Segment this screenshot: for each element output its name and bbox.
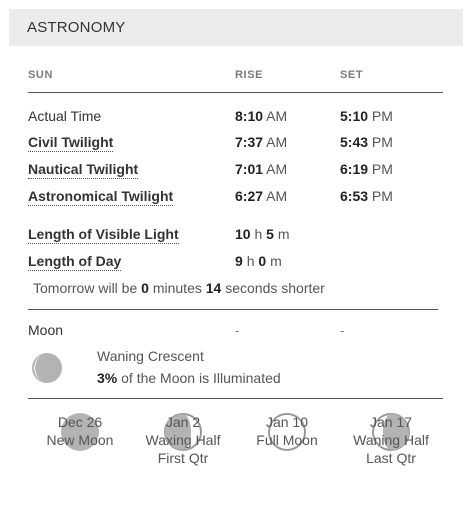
moon-set-value: - [340, 323, 345, 338]
row-label-nautical-twilight[interactable]: Nautical Twilight [28, 161, 139, 177]
moon-label: Moon [28, 322, 64, 338]
phase-name: Full Moon [256, 432, 318, 448]
phase-date: Jan 2 [165, 414, 201, 430]
actual-time-rise: 8:10 AM [235, 108, 288, 124]
astronomical-twilight-set: 6:53 PM [340, 188, 393, 204]
phase-subname: Last Qtr [366, 450, 416, 466]
astronomy-card [9, 9, 463, 516]
row-label-actual-time: Actual Time [28, 108, 102, 124]
row-label-day-length[interactable]: Length of Day [28, 253, 122, 269]
phase-name: Waning Half [353, 432, 429, 448]
phase-name: New Moon [46, 432, 114, 448]
column-header-set: SET [340, 69, 364, 81]
phase-date: Jan 10 [265, 414, 309, 430]
column-header-rise: RISE [235, 69, 264, 81]
phase-date: Dec 26 [57, 414, 103, 430]
day-length-value: 9 h 0 m [235, 253, 282, 269]
tomorrow-note: Tomorrow will be 0 minutes 14 seconds shorter [33, 280, 325, 296]
waning-crescent-moon-icon [30, 351, 64, 385]
civil-twilight-set: 5:43 PM [340, 134, 393, 150]
row-label-visible-light[interactable]: Length of Visible Light [28, 226, 179, 242]
card-title: ASTRONOMY [27, 19, 126, 36]
phase-new-moon [30, 413, 130, 449]
phase-last-quarter [341, 413, 441, 467]
moon-phases-divider [28, 398, 443, 399]
column-header-sun: SUN [28, 69, 54, 81]
row-label-astronomical-twilight[interactable]: Astronomical Twilight [28, 188, 174, 204]
phase-full-moon [237, 413, 337, 449]
row-label-civil-twilight[interactable]: Civil Twilight [28, 134, 114, 150]
moon-illumination: 3% of the Moon is Illuminated [97, 370, 281, 386]
nautical-twilight-set: 6:19 PM [340, 161, 393, 177]
card-header [9, 9, 463, 46]
actual-time-set: 5:10 PM [340, 108, 393, 124]
civil-twilight-rise: 7:37 AM [235, 134, 288, 150]
sun-moon-divider [28, 309, 438, 310]
phase-first-quarter [133, 413, 233, 467]
phase-name: Waxing Half [145, 432, 221, 448]
nautical-twilight-rise: 7:01 AM [235, 161, 288, 177]
current-moon-phase: Waning Crescent [97, 348, 204, 364]
phase-subname: First Qtr [157, 450, 209, 466]
phase-date: Jan 17 [369, 414, 413, 430]
astronomical-twilight-rise: 6:27 AM [235, 188, 288, 204]
moon-rise-value: - [235, 323, 240, 338]
header-divider [28, 92, 443, 93]
visible-light-value: 10 h 5 m [235, 226, 290, 242]
